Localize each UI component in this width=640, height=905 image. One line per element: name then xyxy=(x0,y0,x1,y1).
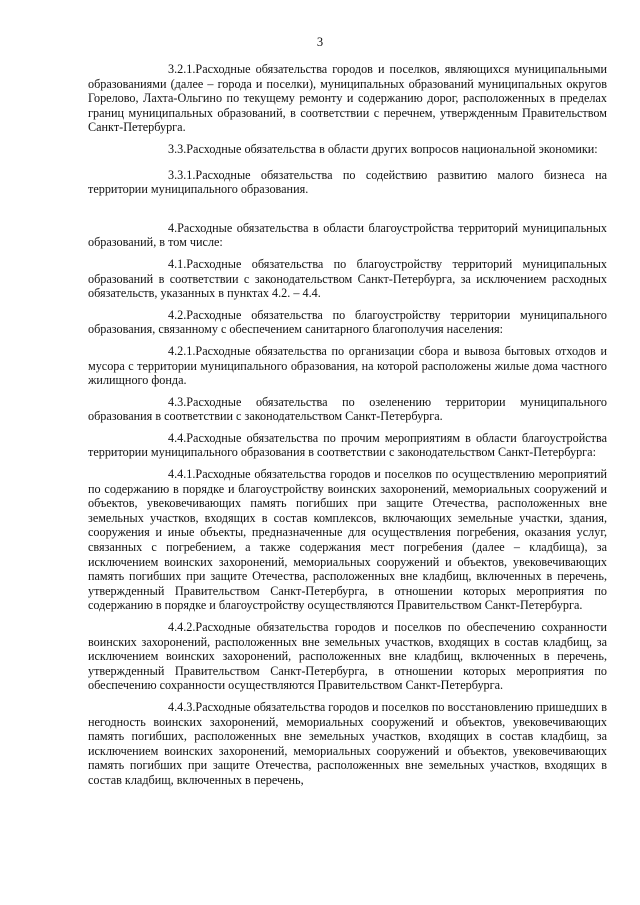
paragraph-text: Расходные обязательства городов и поселков по восстановлению пришедших в негодность воинских захоронений, мемориальных сооружений и объектов, увековечивающих память погибших, расположенных вне земельных участков, входящих в состав кладбищ, за исключением воинских захоронений, мемориальных сооружений и объектов, увековечивающих память погибших при защите Отечества, расположенных вне земельных участков, входящих в состав кладбищ, включенных в перечень, xyxy=(88,699,607,787)
paragraph-4 xyxy=(88,221,607,250)
paragraph-number: 3.3.1. xyxy=(168,167,196,182)
paragraph-4-4-2 xyxy=(88,620,607,693)
paragraph-text: Расходные обязательства по организации сбора и вывоза бытовых отходов и мусора с территории муниципального образования, на которой расположены жилые дома частного жилищного фонда. xyxy=(88,343,607,388)
paragraph-number: 3.2.1. xyxy=(168,62,196,76)
paragraph-3-3 xyxy=(88,142,607,157)
paragraph-text: Расходные обязательства в области других вопросов национальной экономики: xyxy=(186,141,598,156)
paragraph-4-1 xyxy=(88,257,607,301)
paragraph-number: 4.2.1. xyxy=(168,343,196,358)
paragraph-number: 4.1. xyxy=(168,256,187,271)
paragraph-4-2 xyxy=(88,308,607,337)
paragraph-number: 4.4.2. xyxy=(168,620,196,634)
paragraph-number: 4.2. xyxy=(168,307,187,322)
paragraph-text: Расходные обязательства городов и поселков, являющихся муниципальными образованиями (далее – города и поселки), муниципальных образований муниципальных округов Горелово, Лахта-Ольгино по текущему ремонту и содержанию дорог, расположенных в пределах границ муниципальных образований, в соответствии с перечнем, утвержденным Правительством Санкт-Петербурга. xyxy=(88,62,607,135)
paragraph-4-3 xyxy=(88,395,607,424)
paragraph-number: 3.3. xyxy=(168,141,187,156)
page-number: 3 xyxy=(316,35,324,49)
paragraph-text: Расходные обязательства по благоустройству территорий муниципальных образований в соответствии с законодательством Санкт-Петербурга, за исключением расходных обязательств, указанных в пунктах 4.2. – 4.4. xyxy=(88,256,607,301)
paragraph-4-2-1 xyxy=(88,344,607,388)
paragraph-3-2-1 xyxy=(88,62,607,135)
document-body xyxy=(88,62,607,788)
paragraph-text: Расходные обязательства в области благоустройства территорий муниципальных образований, в том числе: xyxy=(88,220,607,250)
paragraph-number: 4.3. xyxy=(168,394,187,409)
paragraph-text: Расходные обязательства по благоустройству территории муниципального образования, связанному с обеспечением санитарного благополучия населения: xyxy=(88,307,607,337)
paragraph-4-4 xyxy=(88,431,607,460)
paragraph-number: 4.4. xyxy=(168,430,187,445)
paragraph-text: Расходные обязательства городов и поселков по осуществлению мероприятий по содержанию в порядке и благоустройству воинских захоронений, мемориальных сооружений и объектов, увековечивающих память погибших при защите Отечества, расположенных вне земельных участков, входящих в состав комплексов, включающих земельные участки, здания, сооружения и иные объекты, предназначенные для осуществления погребения, оказания услуг, связанных с погребением, а также содержания мест погребения (далее – кладбища), за исключением воинских захоронений, мемориальных сооружений и объектов, увековечивающих память погибших при защите Отечества, расположенных вне кладбищ, включенных в перечень, утвержденный Правительством Санкт-Петербурга, в отношении которых мероприятия по содержанию в порядке и благоустройству осуществляются Правительством Санкт-Петербурга. xyxy=(88,467,607,613)
paragraph-text: Расходные обязательства городов и поселков по обеспечению сохранности воинских захоронений, расположенных вне земельных участков, входящих в состав кладбищ, за исключением воинских захоронений, расположенных вне кладбищ, включенных в перечень, утвержденный Правительством Санкт-Петербурга, в отношении которых мероприятия по обеспечению сохранности осуществляются Правительством Санкт-Петербурга. xyxy=(88,620,607,693)
paragraph-number: 4.4.1. xyxy=(168,467,196,482)
paragraph-4-4-3 xyxy=(88,700,607,788)
paragraph-text: Расходные обязательства по озеленению территории муниципального образования в соответствии с законодательством Санкт-Петербурга. xyxy=(88,394,607,424)
paragraph-number: 4. xyxy=(168,220,178,235)
paragraph-text: Расходные обязательства по прочим мероприятиям в области благоустройства территории муниципального образования в соответствии с законодательством Санкт-Петербурга: xyxy=(88,430,607,460)
paragraph-4-4-1 xyxy=(88,467,607,613)
paragraph-number: 4.4.3. xyxy=(168,699,196,714)
paragraph-3-3-1 xyxy=(88,168,607,197)
paragraph-text: Расходные обязательства по содействию развитию малого бизнеса на территории муниципального образования. xyxy=(88,167,607,197)
